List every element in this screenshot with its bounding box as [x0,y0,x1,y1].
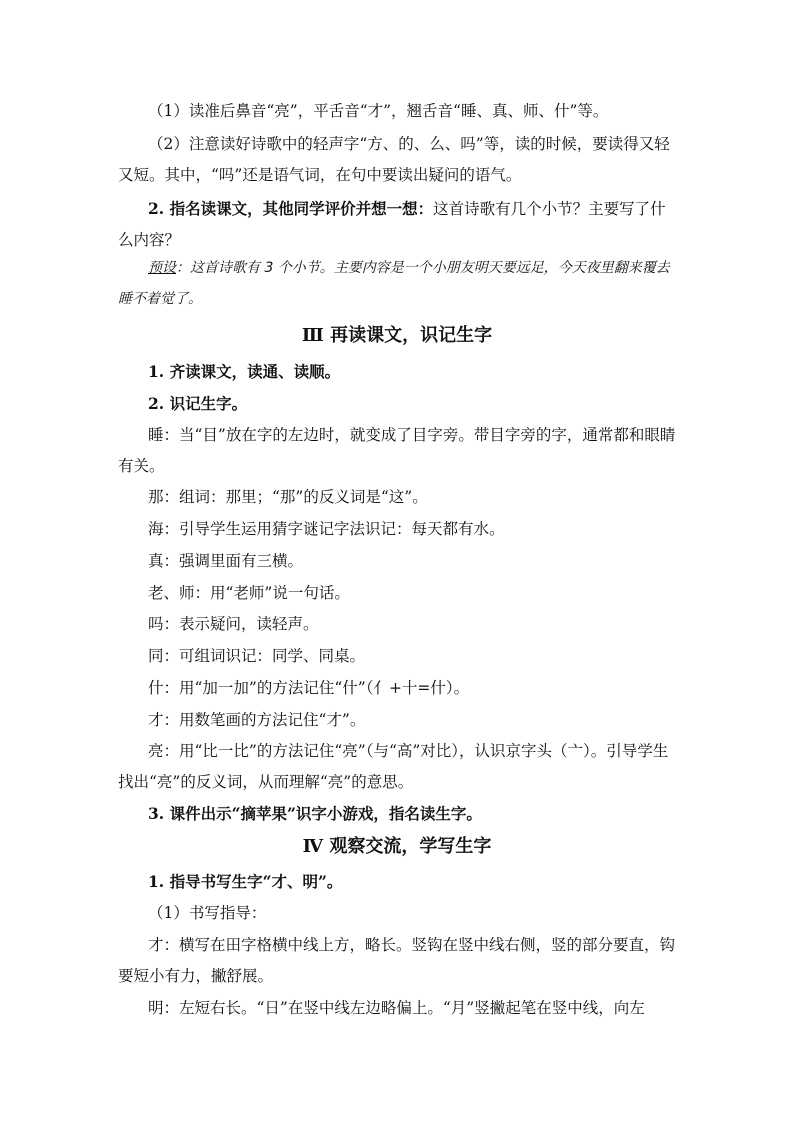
writing-guide-cai: 才：横写在田字格横中线上方，略长。竖钩在竖中线右侧，竖的部分要直，钩要短小有力，撇舒展。 [118,936,676,985]
step-game: 3. 课件出示“摘苹果”识字小游戏，指名读生字。 [148,804,482,823]
char-note-tong: 同：可组词识记：同学、同桌。 [148,647,366,665]
char-note-laoshi: 老、师：用“老师”说一句话。 [148,584,350,602]
step-memorize: 2. 识记生字。 [148,394,248,413]
section-heading-iii: Ⅲ 再读课文，识记生字 [301,325,493,346]
paragraph-question [118,193,678,256]
question-instruction: 2. 指名读课文，其他同学评价并想一想： [148,199,434,218]
char-note-na: 那：组词：那里；“那”的反义词是“这”。 [148,488,428,506]
paragraph-pronunciation-1: （1）读准后鼻音“亮”，平舌音“才”，翘舌音“睡、真、师、什”等。 [148,102,609,120]
writing-guide-label: （1）书写指导： [148,904,267,922]
step-read-aloud: 1. 齐读课文，读通、读顺。 [148,362,341,381]
paragraph-pronunciation-2: （2）注意读好诗歌中的轻声字“方、的、么、吗”等，读的时候，要读得又轻又短。其中，“吗”还是语气词，在句中要读出疑问的语气。 [118,135,670,184]
char-note-zhen: 真：强调里面有三横。 [148,552,304,570]
preset-text: ：这首诗歌有 3 个小节。主要内容是一个小朋友明天要远足，今天夜里翻来覆去睡不着觉了。 [118,260,670,307]
char-note-liang: 亮：用“比一比”的方法记住“亮”（与“高”对比），认识京字头（亠）。引导学生找出“亮”的反义词，从而理解“亮”的意思。 [118,742,669,791]
char-note-shui: 睡：当“目”放在字的左边时，就变成了目字旁。带目字旁的字，通常都和眼睛有关。 [118,426,676,475]
paragraph-preset-answer [118,253,678,315]
section-heading-iv: Ⅳ 观察交流，学写生字 [302,836,492,857]
char-note-cai: 才：用数笔画的方法记住“才”。 [148,711,366,729]
char-note-hai: 海：引导学生运用猜字谜记字法识记：每天都有水。 [148,520,505,538]
question-text: 这首诗歌有几个小节？主要写了什么内容？ [118,200,666,249]
char-note-ma: 吗：表示疑问，读轻声。 [148,615,319,633]
preset-label: 预设 [148,260,176,276]
char-note-shen: 什：用“加一加”的方法记住“什”（亻+十=什）。 [148,679,470,697]
step-writing: 1. 指导书写生字“才、明”。 [148,872,343,891]
writing-guide-ming: 明：左短右长。“日”在竖中线左边略偏上。“月”竖撇起笔在竖中线，向左 [148,999,645,1017]
